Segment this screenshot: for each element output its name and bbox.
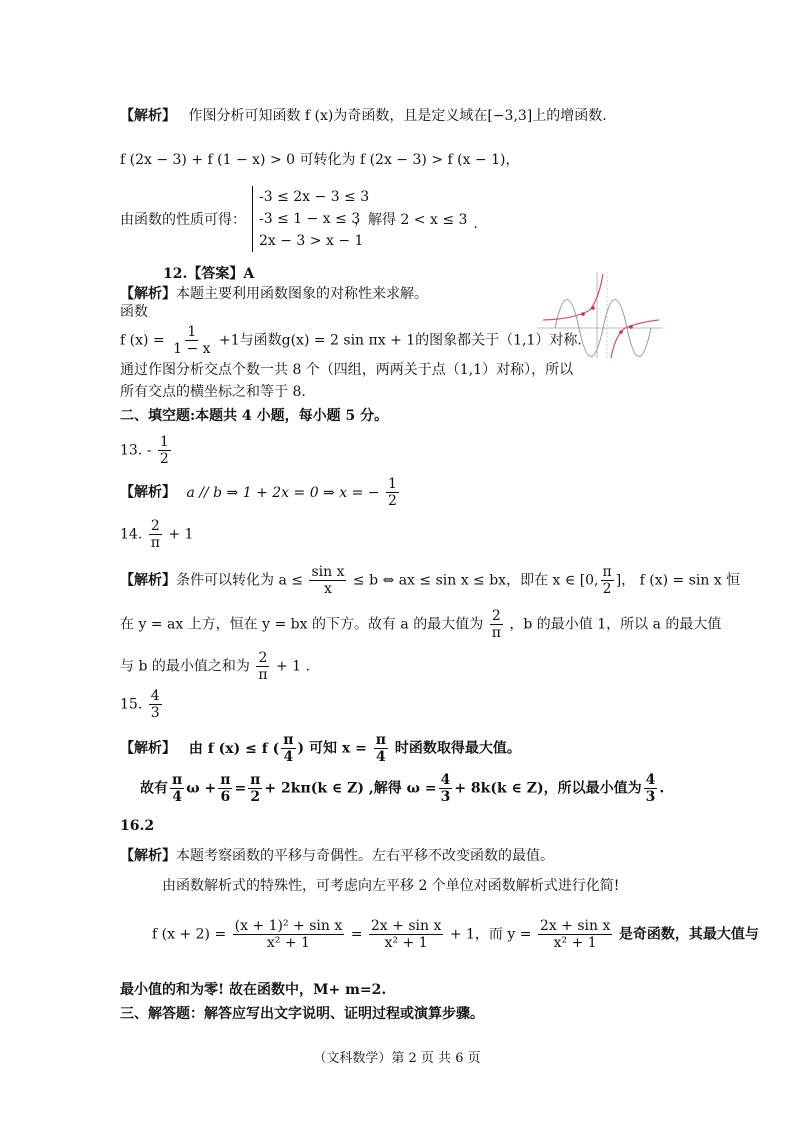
q12-line1: [120, 284, 428, 304]
q15-t2e: + 8k(k ∈ Z)，所以最小值为: [454, 780, 642, 797]
section-3-title: 三、解答题：解答应写出文字说明、证明过程或演算步骤。: [120, 1006, 484, 1022]
q15-f1-num: π: [172, 772, 183, 788]
q12-line2: 函数: [120, 304, 148, 320]
q16-eq-d: 是奇函数，其最大值与: [618, 926, 759, 943]
q15-t2f: .: [659, 780, 665, 797]
jiexi-label: 【解析】: [120, 286, 176, 302]
q13-num: 13. -: [120, 442, 152, 459]
q11-text1: 作图分析可知函数 f (x)为奇函数，且是定义域在[−3,3]上的增函数.: [188, 108, 607, 124]
q12-frac-num: 1: [187, 324, 197, 340]
q14-t3-den: π: [258, 667, 268, 683]
q14-answer-line: [120, 518, 193, 551]
q16-t1: 本题考察函数的平移与奇偶性。左右平移不改变函数的最值。: [176, 848, 554, 864]
q16-frac3-den: x² + 1: [553, 935, 597, 951]
q15-f4-den: 3: [440, 789, 451, 805]
q14-t1-num: sin x: [311, 564, 345, 580]
q16-frac2-den: x² + 1: [384, 935, 428, 951]
q12-answer-line: [163, 264, 254, 284]
q12-frac-den: 1 − x: [173, 341, 211, 357]
q15-line2: [140, 772, 664, 805]
answer-label: 【答案】: [187, 266, 244, 282]
jiexi-label: 【解析】: [120, 572, 176, 589]
q15-f3-den: 2: [250, 789, 261, 805]
q15-t1-frac: [281, 732, 295, 765]
q14-t2a: 在 y = ax 上方，恒在 y = bx 的下方。故有 a 的最大值为: [120, 616, 484, 633]
q14-t1-den: x: [324, 581, 332, 597]
q14-t3-num: 2: [258, 650, 268, 666]
q14-t1-rest: ≤ b ⇔ ax ≤ sin x ≤ bx，即在 x ∈ [0,: [352, 572, 599, 589]
q13-sol-num: 1: [387, 476, 397, 492]
q12-answer: A: [243, 266, 255, 282]
sys-row-2: -3 ≤ 1 − x ≤ 3: [259, 211, 361, 227]
q15-t2a: 故有: [140, 780, 168, 797]
sys-row-1: -3 ≤ 2x − 3 ≤ 3: [259, 189, 370, 205]
q15-t2d: + 2kπ(k ∈ Z) ,解得 ω =: [264, 780, 437, 797]
q14-t2-den: π: [491, 625, 501, 641]
q14-t3a: 与 b 的最小值之和为: [120, 658, 250, 675]
q12-text1: 本题主要利用函数图象的对称性来求解。: [176, 286, 428, 302]
q15-t1d: 时函数取得最大值。: [394, 740, 521, 757]
q15-f2: [218, 772, 232, 805]
q16-num: 16.2: [120, 818, 155, 834]
q15-t1c-den: 4: [375, 749, 386, 765]
q15-t1c-frac: [374, 732, 388, 765]
q14-line3: [120, 650, 310, 683]
page-footer: （文科数学）第 2 页 共 6 页: [313, 1051, 481, 1066]
q15-ans-den: 3: [150, 705, 160, 721]
q16-eq-c: + 1，而 y =: [449, 926, 532, 943]
q12-f-eq: f (x) =: [120, 332, 165, 349]
q16-eq-b: =: [350, 926, 363, 943]
q16-frac3: [538, 918, 612, 951]
q15-f5-den: 3: [645, 789, 656, 805]
q15-t2c: =: [234, 780, 247, 797]
q15-t2b: ω +: [186, 780, 217, 797]
q14-ans-den: π: [150, 535, 160, 551]
q15-t1c-num: π: [375, 732, 386, 748]
q12-frac: [171, 324, 212, 357]
q15-f5: [644, 772, 658, 805]
q16-line1: [120, 846, 554, 866]
q15-f1: [170, 772, 184, 805]
q14-line1: [120, 564, 740, 597]
q15-answer-line: [120, 688, 164, 721]
q14-t3b: + 1 .: [275, 658, 310, 675]
q14-t2b: ，b 的最小值 1，所以 a 的最大值: [509, 616, 722, 633]
q16-frac1-num: (x + 1)² + sin x: [234, 918, 343, 934]
sys-row-3: 2x − 3 > x − 1: [259, 233, 364, 249]
jiexi-label: 【解析】: [120, 848, 176, 864]
jiexi-label: 【解析】: [120, 484, 176, 501]
q14-line2: [120, 608, 721, 641]
q16-equation-line: [152, 918, 759, 951]
q15-t1b: ) 可知 x =: [297, 740, 367, 757]
q12-f-rest: +1与函数g(x) = 2 sin πx + 1的图象都关于（1,1）对称.: [218, 332, 582, 349]
q15-ans-num: 4: [150, 688, 160, 704]
q14-t1-frac: [309, 564, 346, 597]
jiexi-label: 【解析】: [120, 740, 176, 757]
q14-ans-num: 2: [150, 518, 160, 534]
q13-sol-den: 2: [387, 493, 397, 509]
q15-f4: [439, 772, 453, 805]
q12-line3: 通过作图分析交点个数一共 8 个（四组，两两关于点（1,1）对称），所以: [120, 362, 574, 378]
q13-ans-frac: [158, 434, 171, 467]
q13-solution-line: [120, 476, 401, 509]
q12-line4: 所有交点的横坐标之和等于 8.: [120, 384, 306, 400]
q11-period: .: [473, 216, 478, 232]
q14-pi-frac: [601, 564, 614, 597]
q16-line2: 由函数解析式的特殊性，可考虑向左平移 2 个单位对函数解析式进行化简!: [162, 878, 620, 894]
q15-t1-den: 4: [283, 749, 294, 765]
jiexi-label: 【解析】: [120, 108, 176, 124]
q13-answer-line: [120, 434, 173, 467]
q14-num: 14.: [120, 526, 143, 543]
q15-f3: [248, 772, 262, 805]
q15-f2-num: π: [220, 772, 231, 788]
q11-line2: f (2x − 3) + f (1 − x) > 0 可转化为 f (2x − 3) > f (x − 1)，: [120, 152, 520, 168]
q11-result-text: ，解得 2 < x ≤ 3: [354, 212, 468, 228]
q12-function-line: [120, 324, 582, 357]
q15-f3-num: π: [250, 772, 261, 788]
q15-f5-num: 4: [645, 772, 656, 788]
q16-frac2: [369, 918, 443, 951]
q11-line1: [120, 106, 607, 126]
q14-t2-num: 2: [491, 608, 501, 624]
q13-ans-num: 1: [159, 434, 169, 450]
q12-function-graph: [535, 270, 665, 360]
q16-frac1: [233, 918, 345, 951]
q15-t1-num: π: [283, 732, 294, 748]
q16-eq-a: f (x + 2) =: [152, 926, 227, 943]
q14-t2-frac: [490, 608, 503, 641]
q15-ans-frac: [149, 688, 162, 721]
q16-line3: 最小值的和为零! 故在函数中，M+ m=2.: [120, 982, 387, 998]
q16-frac2-num: 2x + sin x: [370, 918, 442, 934]
q16-frac1-den: x² + 1: [266, 935, 310, 951]
q14-pi-den: 2: [602, 581, 612, 597]
q14-ans-frac: [149, 518, 162, 551]
q14-ans-rest: + 1: [168, 526, 194, 543]
q15-f2-den: 6: [220, 789, 231, 805]
q11-lead: 由函数的性质可得：: [120, 212, 246, 228]
q14-t1: 条件可以转化为 a ≤: [176, 572, 303, 589]
q14-t1-end: ]， f (x) = sin x 恒: [615, 572, 741, 589]
q11-inequality-system: [252, 186, 369, 252]
q13-sol: a // b ⇒ 1 + 2x = 0 ⇒ x = −: [186, 484, 380, 501]
q14-t3-frac: [256, 650, 269, 683]
q14-pi-num: π: [602, 564, 612, 580]
q13-sol-frac: [386, 476, 399, 509]
q12-num: 12.: [163, 266, 188, 282]
q15-f1-den: 4: [172, 789, 182, 805]
q15-num: 15.: [120, 696, 143, 713]
q16-frac3-num: 2x + sin x: [539, 918, 611, 934]
section-2-title: 二、填空题:本题共 4 小题，每小题 5 分。: [120, 408, 389, 424]
q11-result: [354, 210, 478, 230]
q15-line1: [120, 732, 521, 765]
q15-t1a: 由 f (x) ≤ f (: [188, 740, 280, 757]
q13-ans-den: 2: [159, 451, 169, 467]
q15-f4-num: 4: [440, 772, 451, 788]
